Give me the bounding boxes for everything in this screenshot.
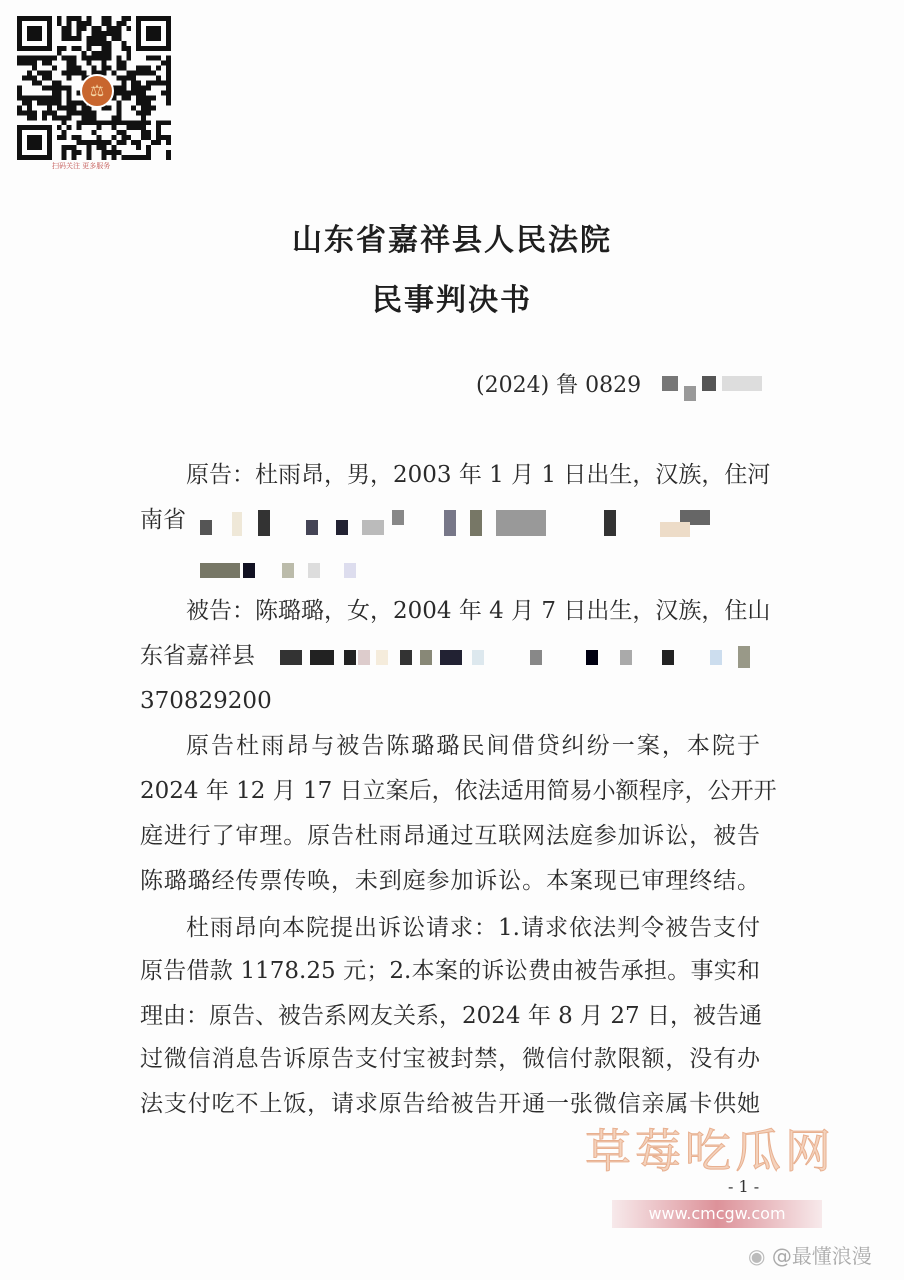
qr-caption: 扫码关注 更多服务 [52,162,111,170]
page-number: - 1 - [728,1177,760,1196]
weibo-icon: ◉ [748,1244,766,1268]
text-line: 2024 年 12 月 17 日立案后，依法适用简易小额程序，公开开 [140,778,777,804]
text-line: 杜雨昂向本院提出诉讼请求：1.请求依法判令被告支付 [186,915,760,941]
watermark-url: www.cmcgw.com [612,1200,822,1228]
text-line: 东省嘉祥县 [140,643,255,669]
text-line: 原告借款 1178.25 元；2.本案的诉讼费由被告承担。事实和 [140,958,760,984]
text-line: 法支付吃不上饭，请求原告给被告开通一张微信亲属卡供她 [140,1091,760,1117]
text-line: 370829200 [140,688,272,714]
weibo-handle: @最懂浪漫 [771,1244,872,1268]
watermark-text: 草莓吃瓜网 [585,1124,835,1178]
text-line: 原告杜雨昂与被告陈璐璐民间借贷纠纷一案，本院于 [186,733,760,759]
text-line: 庭进行了审理。原告杜雨昂通过互联网法庭参加诉讼，被告 [140,823,760,849]
case-number: (2024) 鲁 0829 [476,373,642,398]
text-line: 陈璐璐经传票传唤，未到庭参加诉讼。本案现已审理终结。 [140,868,760,894]
text-line: 原告：杜雨昂，男，2003 年 1 月 1 日出生，汉族，住河 [186,462,771,488]
text-line: 过微信消息告诉原告支付宝被封禁，微信付款限额，没有办 [140,1046,760,1072]
document-type: 民事判决书 [372,283,532,318]
weibo-watermark [748,1240,872,1269]
court-name: 山东省嘉祥县人民法院 [292,223,612,258]
text-line: 南省 [140,507,186,533]
text-line: 理由：原告、被告系网友关系，2024 年 8 月 27 日，被告通 [140,1003,762,1029]
text-line: 被告：陈璐璐，女，2004 年 4 月 7 日出生，汉族，住山 [186,598,771,624]
court-emblem-icon: ⚖ [80,74,114,108]
